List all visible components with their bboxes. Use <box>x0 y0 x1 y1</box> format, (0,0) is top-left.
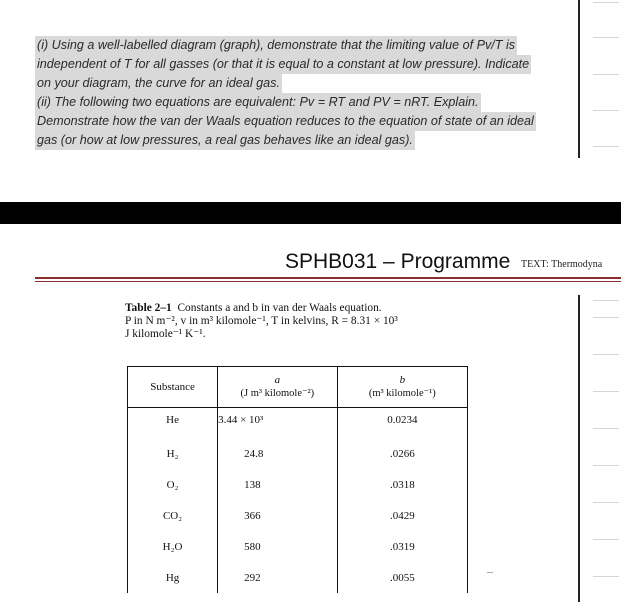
margin-tick <box>593 502 619 503</box>
a-value-cell: 292 <box>244 571 261 584</box>
margin-tick <box>593 391 619 392</box>
table-caption-units: P in N m⁻², v in m³ kilomole⁻¹, T in kelvins, R = 8.31 × 10³ <box>125 315 398 327</box>
substance-cell: H₂ <box>128 438 218 469</box>
b-value-cell: .0429 <box>337 500 467 531</box>
column-unit-b: (m³ kilomole⁻¹) <box>368 388 436 399</box>
margin-tick <box>593 576 619 577</box>
column-header-a <box>218 367 338 408</box>
margin-tick <box>593 110 619 111</box>
table-row <box>128 469 468 500</box>
margin-tick <box>593 37 619 38</box>
margin-tick <box>593 146 619 147</box>
margin-tick <box>593 74 619 75</box>
b-value-cell: .0319 <box>337 531 467 562</box>
margin-tick <box>593 300 619 301</box>
table-label: Table 2–1 <box>125 302 172 314</box>
question-line: Demonstrate how the van der Waals equation reduces to the equation of state of an ideal <box>35 112 536 131</box>
margin-tick <box>593 2 619 3</box>
a-value-cell: 138 <box>244 478 261 491</box>
table-caption-units-2: J kilomole⁻¹ K⁻¹. <box>125 328 206 340</box>
substance-cell: H₂O <box>128 531 218 562</box>
substance-cell: O₂ <box>128 469 218 500</box>
margin-tick <box>593 354 619 355</box>
header-rule <box>35 277 621 279</box>
van-der-waals-table <box>127 366 468 593</box>
margin-tick <box>593 317 619 318</box>
a-value-cell: 3.44 × 10³ <box>218 414 264 426</box>
margin-tick <box>593 465 619 466</box>
b-value-cell: .0266 <box>337 438 467 469</box>
table-row <box>128 562 468 593</box>
b-value-cell: 0.0234 <box>337 408 467 439</box>
question-line: on your diagram, the curve for an ideal gas. <box>35 74 282 93</box>
page-margin-line <box>578 295 580 602</box>
substance-cell: Hg <box>128 562 218 593</box>
question-text-block <box>35 36 562 150</box>
page-margin-line <box>578 0 580 158</box>
margin-tick <box>593 539 619 540</box>
column-header-b <box>337 367 467 408</box>
column-header-substance: Substance <box>128 367 218 408</box>
question-line: (i) Using a well-labelled diagram (graph), demonstrate that the limiting value of Pv/T is <box>35 36 517 55</box>
b-value-cell: .0318 <box>337 469 467 500</box>
page-separator-band <box>0 202 621 224</box>
substance-cell: He <box>128 408 218 439</box>
table-row <box>128 408 468 439</box>
table-caption <box>125 302 485 341</box>
margin-tick <box>593 428 619 429</box>
table-row <box>128 500 468 531</box>
page-title: SPHB031 – Programme <box>285 250 511 273</box>
table-row <box>128 438 468 469</box>
substance-cell: CO₂ <box>128 500 218 531</box>
column-symbol-b: b <box>399 374 406 386</box>
a-value-cell: 580 <box>244 540 261 553</box>
b-value-cell: .0055 <box>337 562 467 593</box>
table-caption-text: Constants a and b in van der Waals equation. <box>177 302 382 314</box>
question-line: independent of T for all gasses (or that it is equal to a constant at low pressure). Indicate <box>35 55 531 74</box>
column-unit-a: (J m³ kilomole⁻²) <box>240 388 315 399</box>
stray-mark <box>487 572 493 573</box>
column-symbol-a: a <box>274 374 281 386</box>
header-text-label: TEXT: Thermodyna <box>521 259 603 270</box>
header-rule-thin <box>35 281 621 282</box>
a-value-cell: 366 <box>244 509 261 522</box>
a-value-cell: 24.8 <box>244 447 264 460</box>
table-row <box>128 531 468 562</box>
question-line: (ii) The following two equations are equivalent: Pv = RT and PV = nRT. Explain. <box>35 93 481 112</box>
question-line: gas (or how at low pressures, a real gas behaves like an ideal gas). <box>35 131 415 150</box>
